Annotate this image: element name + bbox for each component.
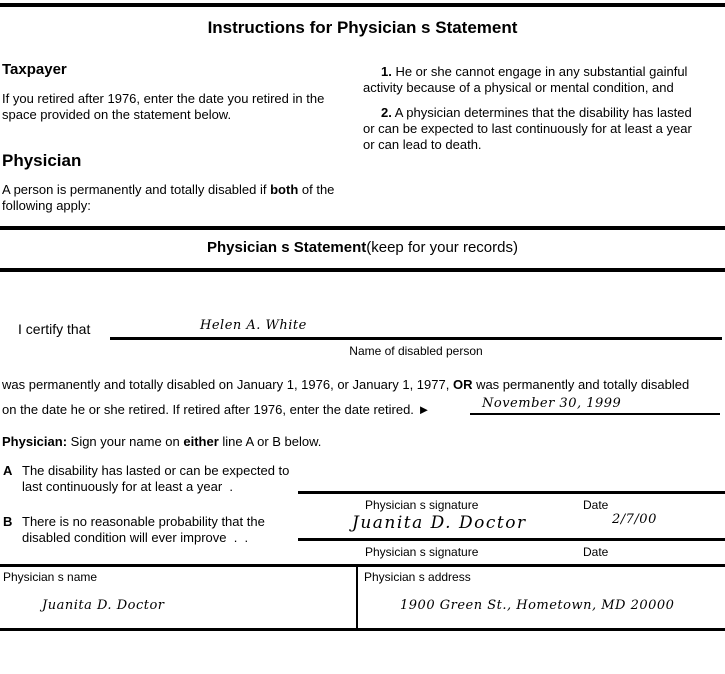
line-a-date-caption: Date	[583, 498, 609, 512]
disabled-person-name-field[interactable]	[110, 337, 722, 340]
physician-address-value[interactable]: 1900 Green St., Hometown, MD 20000	[400, 598, 675, 613]
instructions-right-column	[363, 64, 703, 162]
statement-top-divider	[0, 226, 725, 230]
physician-name-value[interactable]: Juanita D. Doctor	[42, 598, 165, 613]
disabled-date-pre: was permanently and totally disabled on January 1, 1976, or January 1, 1977,	[2, 377, 453, 392]
statement-heading-note: (keep for your records)	[366, 239, 518, 256]
arrow-right-icon: ►	[417, 402, 431, 417]
condition-1-text: He or she cannot engage in any substantial gainful activity because of a physical or mental condition, and	[363, 64, 688, 95]
line-a-text: The disability has lasted or can be expected to last continuously for at least a year .	[22, 463, 290, 494]
disabled-person-name-caption: Name of disabled person	[349, 344, 483, 358]
retired-date-text: on the date he or she retired. If retired after 1976, enter the date retired.	[2, 402, 418, 417]
footer-table-top-border	[0, 564, 725, 567]
line-b-date-caption: Date	[583, 545, 609, 559]
sign-instruction-either: either	[183, 434, 219, 449]
condition-item-1	[363, 64, 703, 96]
line-a-signature-field[interactable]	[298, 491, 725, 494]
disabled-date-paragraph	[2, 377, 725, 393]
footer-table-divider	[356, 564, 358, 631]
statement-heading-divider	[0, 268, 725, 272]
footer-table-bottom-border	[0, 628, 725, 631]
physician-name-label: Physician s name	[3, 570, 98, 584]
line-b-signature-caption: Physician s signature	[365, 545, 479, 559]
line-b-signature-value[interactable]: Juanita D. Doctor	[352, 513, 527, 533]
retired-date-value[interactable]: November 30, 1999	[482, 396, 622, 411]
instructions-left-column	[2, 62, 354, 214]
condition-2-number: 2.	[381, 105, 392, 120]
sign-instruction-physician: Physician:	[2, 434, 68, 449]
certify-label: I certify that	[18, 321, 91, 337]
line-b-date-value[interactable]: 2/7/00	[612, 512, 657, 527]
physician-paragraph-bold: both	[270, 182, 299, 197]
line-a-label: A	[3, 463, 13, 478]
line-b-signature-field[interactable]	[298, 538, 725, 541]
taxpayer-paragraph: If you retired after 1976, enter the date you retired in the space provided on the statement below.	[2, 91, 325, 122]
disabled-date-post: was permanently and totally disabled	[472, 377, 690, 392]
line-a-signature-caption: Physician s signature	[365, 498, 479, 512]
physician-paragraph-post: of the following apply:	[2, 182, 335, 213]
top-divider	[0, 3, 725, 7]
physician-heading: Physician	[2, 151, 82, 170]
statement-heading	[0, 240, 725, 256]
retired-date-paragraph	[2, 402, 430, 418]
statement-heading-title: Physician s Statement	[207, 239, 367, 256]
physician-paragraph	[2, 182, 354, 214]
taxpayer-heading: Taxpayer	[2, 61, 67, 78]
line-b-text: There is no reasonable probability that the disabled condition will ever improve . .	[22, 514, 265, 545]
sign-instruction-text-1: Sign your name on	[67, 434, 184, 449]
condition-1-number: 1.	[381, 64, 392, 79]
physician-paragraph-pre: A person is permanently and totally disabled if	[2, 182, 271, 197]
line-b-label: B	[3, 514, 13, 529]
retired-date-field[interactable]	[470, 413, 720, 415]
page-title: Instructions for Physician s Statement	[207, 18, 518, 37]
condition-item-2	[363, 105, 703, 153]
disabled-person-name-value[interactable]: Helen A. White	[200, 318, 307, 333]
disabled-date-or: OR	[452, 377, 473, 392]
sign-instruction	[2, 434, 321, 450]
physician-address-label: Physician s address	[364, 570, 471, 584]
condition-2-text: A physician determines that the disability has lasted or can be expected to last continuously for at least a year or can lead to death.	[363, 105, 692, 152]
sign-instruction-text-2: line A or B below.	[218, 434, 322, 449]
